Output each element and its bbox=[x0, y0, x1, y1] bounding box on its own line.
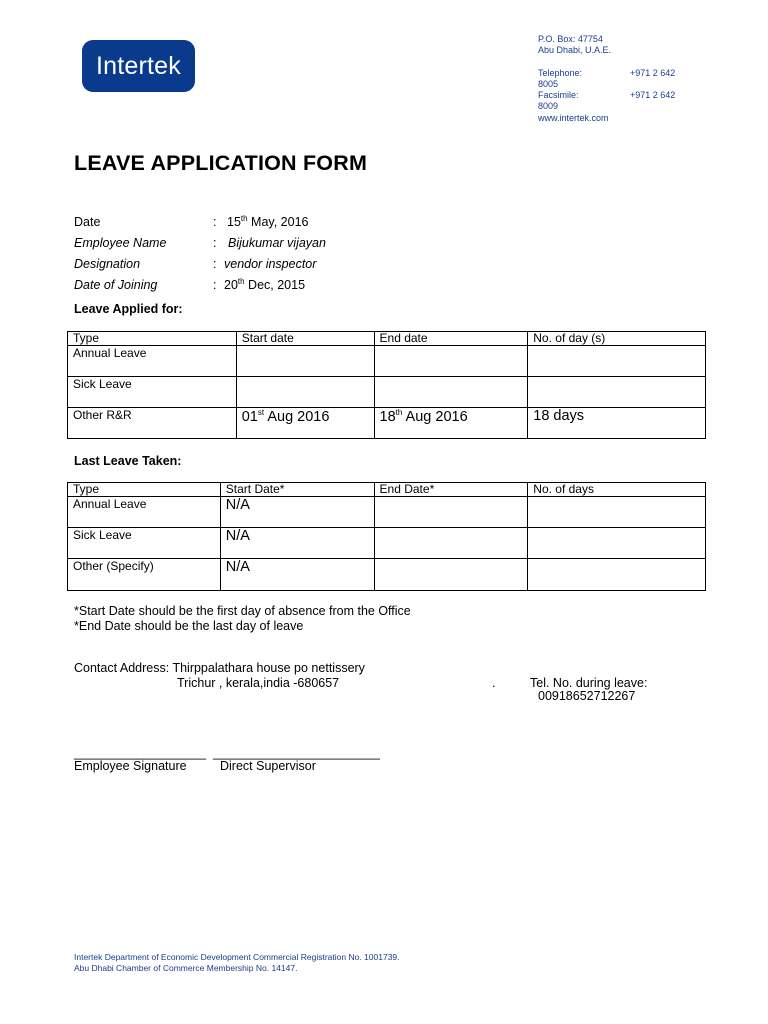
days-cell[interactable] bbox=[528, 559, 706, 591]
header-cell: Type bbox=[68, 332, 237, 346]
joining-value: 20th Dec, 2015 bbox=[224, 276, 306, 293]
colon: : bbox=[213, 277, 217, 292]
applicant-info bbox=[74, 211, 326, 295]
end-date-note: *End Date should be the last day of leave bbox=[74, 619, 304, 633]
date-row bbox=[74, 211, 326, 232]
facsimile-label: Facsimile: bbox=[538, 90, 579, 101]
days-cell[interactable] bbox=[528, 346, 706, 377]
designation-value: vendor inspector bbox=[224, 256, 317, 271]
date-label: Date bbox=[74, 214, 101, 229]
start-date-note: *Start Date should be the first day of absence from the Office bbox=[74, 604, 411, 618]
employee-value: Bijukumar vijayan bbox=[228, 235, 326, 250]
facsimile-cont: 8009 bbox=[538, 101, 559, 112]
logo-text: Intertek bbox=[96, 51, 181, 80]
end-cell[interactable] bbox=[374, 528, 528, 559]
leave-applied-table bbox=[67, 331, 706, 439]
colon: : bbox=[213, 214, 217, 229]
start-cell[interactable]: N/A bbox=[220, 559, 374, 591]
employee-signature-line[interactable]: ___________________ bbox=[74, 746, 207, 760]
end-cell[interactable] bbox=[374, 497, 528, 528]
table-row bbox=[68, 377, 706, 408]
intertek-logo bbox=[82, 40, 195, 92]
employee-label: Employee Name bbox=[74, 235, 167, 250]
website-link[interactable]: www.intertek.com bbox=[538, 112, 609, 123]
start-cell[interactable]: N/A bbox=[220, 497, 374, 528]
contact-line1: Thirppalathara house po nettissery bbox=[172, 661, 365, 675]
footer bbox=[74, 952, 400, 973]
facsimile-value: +971 2 642 bbox=[630, 90, 676, 101]
telephone-label: Telephone: bbox=[538, 67, 583, 78]
footer-line2: Abu Dhabi Chamber of Commerce Membership No. 14147. bbox=[74, 962, 298, 973]
date-value: 15th May, 2016 bbox=[227, 213, 309, 230]
table-row bbox=[68, 559, 706, 591]
type-cell: Other R&R bbox=[68, 408, 237, 439]
footer-line1: Intertek Department of Economic Development Commercial Registration No. 1001739. bbox=[74, 952, 400, 962]
table-row bbox=[68, 346, 706, 377]
colon: : bbox=[213, 235, 217, 250]
type-cell: Annual Leave bbox=[68, 346, 237, 377]
tel-label: Tel. No. during leave: bbox=[530, 676, 648, 690]
header-cell: Start Date* bbox=[220, 483, 374, 497]
end-cell[interactable] bbox=[374, 377, 528, 408]
start-cell[interactable]: N/A bbox=[220, 528, 374, 559]
start-cell[interactable] bbox=[236, 346, 374, 377]
start-cell[interactable] bbox=[236, 377, 374, 408]
end-cell[interactable]: 18th Aug 2016 bbox=[374, 408, 528, 439]
type-cell: Sick Leave bbox=[68, 377, 237, 408]
joining-label: Date of Joining bbox=[74, 277, 158, 292]
type-cell: Annual Leave bbox=[68, 497, 221, 528]
telephone-cont: 8005 bbox=[538, 78, 559, 89]
type-cell: Other (Specify) bbox=[68, 559, 221, 591]
end-cell[interactable] bbox=[374, 559, 528, 591]
employee-row bbox=[74, 232, 326, 253]
header-cell: Type bbox=[68, 483, 221, 497]
days-cell[interactable]: 18 days bbox=[528, 408, 706, 439]
header-cell: No. of days bbox=[528, 483, 706, 497]
header-cell: End date bbox=[374, 332, 528, 346]
end-cell[interactable] bbox=[374, 346, 528, 377]
table-row bbox=[68, 408, 706, 439]
days-cell[interactable] bbox=[528, 377, 706, 408]
start-cell[interactable]: 01st Aug 2016 bbox=[236, 408, 374, 439]
supervisor-signature-line[interactable]: ________________________ bbox=[213, 746, 380, 760]
contact-label: Contact Address: Thirppalathara house po nettissery bbox=[74, 661, 365, 675]
contact-line2: Trichur , kerala,india -680657 bbox=[177, 676, 340, 690]
type-cell: Sick Leave bbox=[68, 528, 221, 559]
designation-label: Designation bbox=[74, 256, 141, 271]
days-cell[interactable] bbox=[528, 497, 706, 528]
table-header-row bbox=[68, 483, 706, 497]
joining-row bbox=[74, 274, 326, 295]
table-row bbox=[68, 528, 706, 559]
leave-applied-heading: Leave Applied for: bbox=[74, 302, 183, 316]
header-cell: End Date* bbox=[374, 483, 528, 497]
date-notes bbox=[74, 604, 411, 634]
table-row bbox=[68, 497, 706, 528]
last-leave-heading: Last Leave Taken: bbox=[74, 454, 182, 468]
page-title: LEAVE APPLICATION FORM bbox=[74, 151, 368, 175]
employee-signature-label: Employee Signature bbox=[74, 759, 187, 773]
days-cell[interactable] bbox=[528, 528, 706, 559]
tel-value: 00918652712267 bbox=[538, 689, 636, 703]
colon: : bbox=[213, 256, 217, 271]
city: Abu Dhabi, U.A.E. bbox=[538, 45, 612, 56]
po-box: P.O. Box: 47754 bbox=[538, 34, 603, 44]
header-cell: No. of day (s) bbox=[528, 332, 706, 346]
supervisor-signature-label: Direct Supervisor bbox=[220, 759, 316, 773]
last-leave-table bbox=[67, 482, 706, 591]
table-header-row bbox=[68, 332, 706, 346]
header-cell: Start date bbox=[236, 332, 374, 346]
telephone-value: +971 2 642 bbox=[630, 67, 676, 78]
company-address bbox=[538, 34, 698, 124]
contact-dot: . bbox=[492, 676, 496, 690]
designation-row bbox=[74, 253, 326, 274]
